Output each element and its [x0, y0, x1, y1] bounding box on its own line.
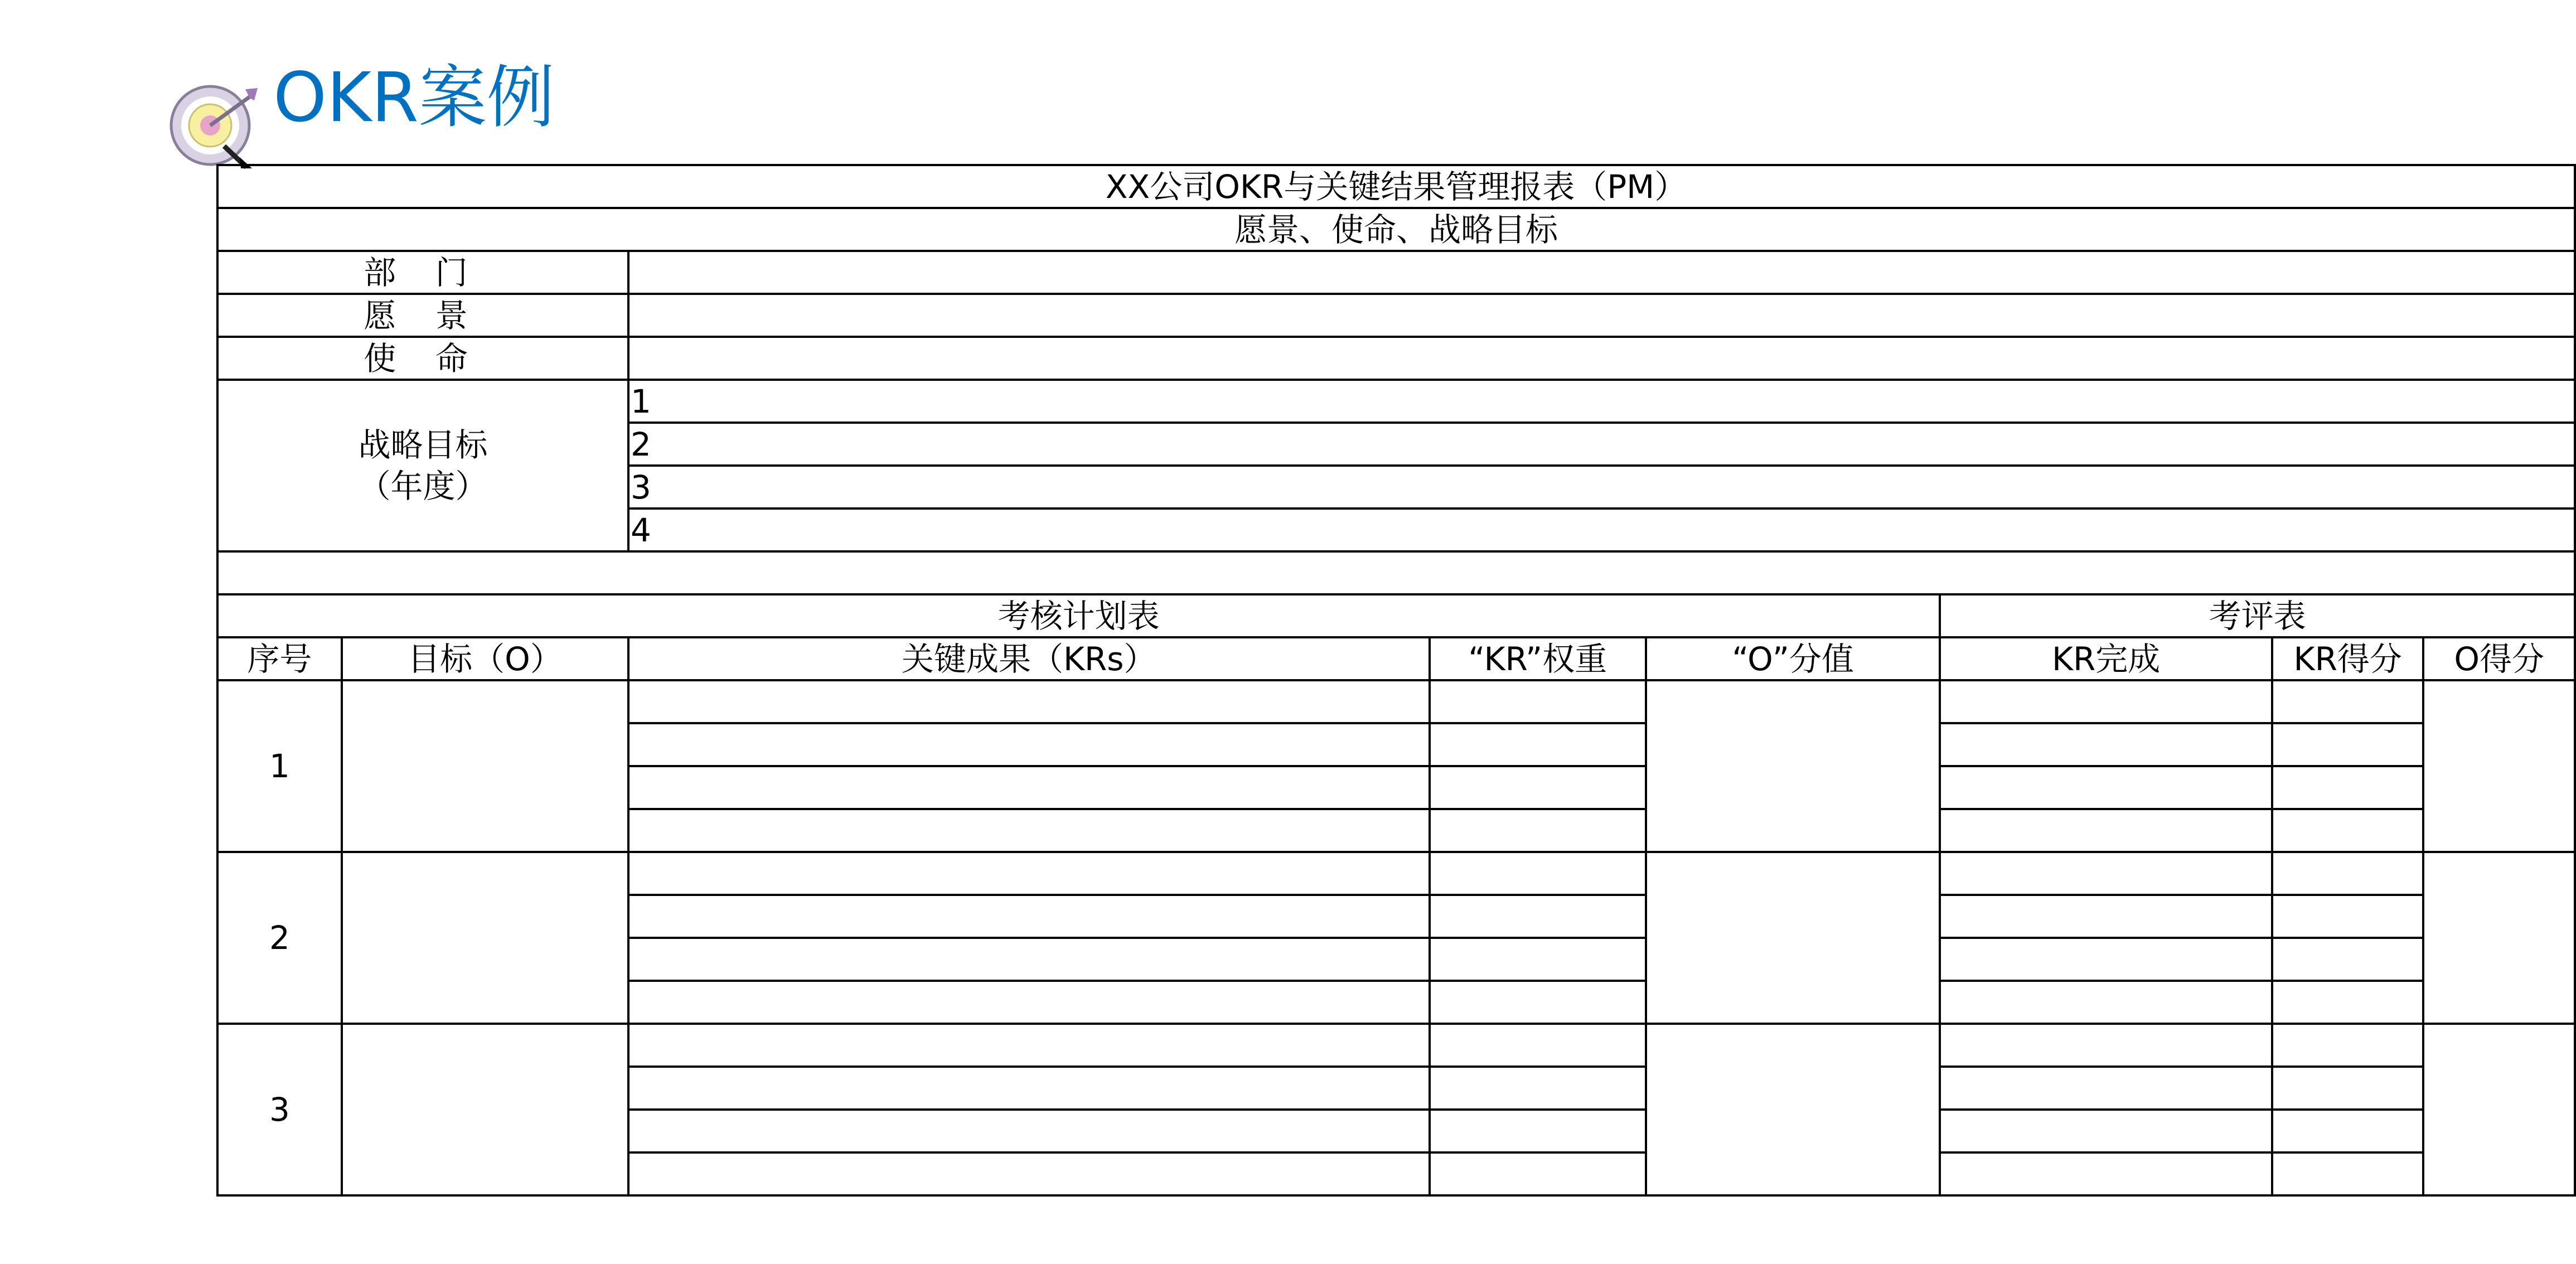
- strategic-goal-row[interactable]: 3: [628, 466, 2575, 508]
- kr-score-cell[interactable]: [2272, 981, 2423, 1024]
- page-title: OKR案例: [273, 58, 555, 137]
- kr-weight-cell[interactable]: [1430, 981, 1646, 1024]
- key-result-cell[interactable]: [628, 809, 1430, 852]
- kr-score-cell[interactable]: [2272, 809, 2423, 852]
- kr-weight-cell[interactable]: [1430, 1152, 1646, 1195]
- kr-score-cell[interactable]: [2272, 1110, 2423, 1152]
- objective-cell[interactable]: [342, 680, 628, 852]
- kr-completion-cell[interactable]: [1940, 809, 2272, 852]
- kr-weight-cell[interactable]: [1430, 1067, 1646, 1110]
- kr-score-cell[interactable]: [2272, 1067, 2423, 1110]
- strategic-goal-row[interactable]: 4: [628, 508, 2575, 551]
- okr-report-table: [216, 164, 2576, 1197]
- kr-weight-cell[interactable]: [1430, 1024, 1646, 1067]
- key-result-cell[interactable]: [628, 1067, 1430, 1110]
- o-score-cell[interactable]: [2423, 1024, 2575, 1195]
- column-header-o-value: “O”分值: [1646, 637, 1940, 680]
- key-result-cell[interactable]: [628, 1152, 1430, 1195]
- plan-section-header: 考核计划表: [217, 594, 1940, 637]
- kr-score-cell[interactable]: [2272, 895, 2423, 938]
- key-result-cell[interactable]: [628, 895, 1430, 938]
- kr-completion-cell[interactable]: [1940, 895, 2272, 938]
- key-result-cell[interactable]: [628, 852, 1430, 895]
- kr-completion-cell[interactable]: [1940, 981, 2272, 1024]
- key-result-cell[interactable]: [628, 1024, 1430, 1067]
- o-value-cell[interactable]: [1646, 680, 1940, 852]
- column-header-kr-weight: “KR”权重: [1430, 637, 1646, 680]
- kr-completion-cell[interactable]: [1940, 766, 2272, 809]
- vision-section-header: 愿景、使命、战略目标: [217, 208, 2575, 251]
- kr-score-cell[interactable]: [2272, 852, 2423, 895]
- kr-completion-cell[interactable]: [1940, 938, 2272, 981]
- kr-score-cell[interactable]: [2272, 723, 2423, 766]
- kr-weight-cell[interactable]: [1430, 1110, 1646, 1152]
- key-result-cell[interactable]: [628, 723, 1430, 766]
- department-field[interactable]: [628, 251, 2575, 294]
- o-value-cell[interactable]: [1646, 852, 1940, 1024]
- vision-label: 愿 景: [217, 294, 628, 337]
- key-result-cell[interactable]: [628, 938, 1430, 981]
- column-header-o-score: O得分: [2423, 637, 2575, 680]
- kr-completion-cell[interactable]: [1940, 680, 2272, 723]
- kr-weight-cell[interactable]: [1430, 895, 1646, 938]
- kr-score-cell[interactable]: [2272, 680, 2423, 723]
- mission-field[interactable]: [628, 337, 2575, 380]
- target-dart-icon: [168, 84, 260, 170]
- kr-weight-cell[interactable]: [1430, 809, 1646, 852]
- key-result-cell[interactable]: [628, 981, 1430, 1024]
- strategic-goal-row[interactable]: 1: [628, 380, 2575, 423]
- report-title: XX公司OKR与关键结果管理报表（PM）: [217, 165, 2575, 208]
- spacer-row: [217, 551, 2575, 594]
- strategic-goal-text: 战略目标: [358, 426, 488, 464]
- kr-score-cell[interactable]: [2272, 1024, 2423, 1067]
- kr-score-cell[interactable]: [2272, 1152, 2423, 1195]
- row-number: 1: [217, 680, 342, 852]
- kr-completion-cell[interactable]: [1940, 1024, 2272, 1067]
- vision-field[interactable]: [628, 294, 2575, 337]
- kr-completion-cell[interactable]: [1940, 1110, 2272, 1152]
- o-value-cell[interactable]: [1646, 1024, 1940, 1195]
- key-result-cell[interactable]: [628, 680, 1430, 723]
- column-header-kr-completion: KR完成: [1940, 637, 2272, 680]
- kr-weight-cell[interactable]: [1430, 723, 1646, 766]
- kr-weight-cell[interactable]: [1430, 680, 1646, 723]
- column-header-objective: 目标（O）: [342, 637, 628, 680]
- kr-weight-cell[interactable]: [1430, 938, 1646, 981]
- kr-completion-cell[interactable]: [1940, 1152, 2272, 1195]
- kr-completion-cell[interactable]: [1940, 1067, 2272, 1110]
- kr-weight-cell[interactable]: [1430, 766, 1646, 809]
- row-number: 2: [217, 852, 342, 1024]
- strategic-goal-label: [217, 380, 628, 551]
- kr-score-cell[interactable]: [2272, 938, 2423, 981]
- kr-weight-cell[interactable]: [1430, 852, 1646, 895]
- kr-score-cell[interactable]: [2272, 766, 2423, 809]
- objective-cell[interactable]: [342, 1024, 628, 1195]
- column-header-index: 序号: [217, 637, 342, 680]
- kr-completion-cell[interactable]: [1940, 723, 2272, 766]
- key-result-cell[interactable]: [628, 766, 1430, 809]
- strategic-goal-row[interactable]: 2: [628, 423, 2575, 466]
- kr-completion-cell[interactable]: [1940, 852, 2272, 895]
- mission-label: 使 命: [217, 337, 628, 380]
- row-number: 3: [217, 1024, 342, 1195]
- key-result-cell[interactable]: [628, 1110, 1430, 1152]
- review-section-header: 考评表: [1940, 594, 2575, 637]
- department-label: 部 门: [217, 251, 628, 294]
- column-header-key-results: 关键成果（KRs）: [628, 637, 1430, 680]
- objective-cell[interactable]: [342, 852, 628, 1024]
- column-header-kr-score: KR得分: [2272, 637, 2423, 680]
- o-score-cell[interactable]: [2423, 852, 2575, 1024]
- o-score-cell[interactable]: [2423, 680, 2575, 852]
- strategic-goal-subtext: （年度）: [358, 467, 488, 505]
